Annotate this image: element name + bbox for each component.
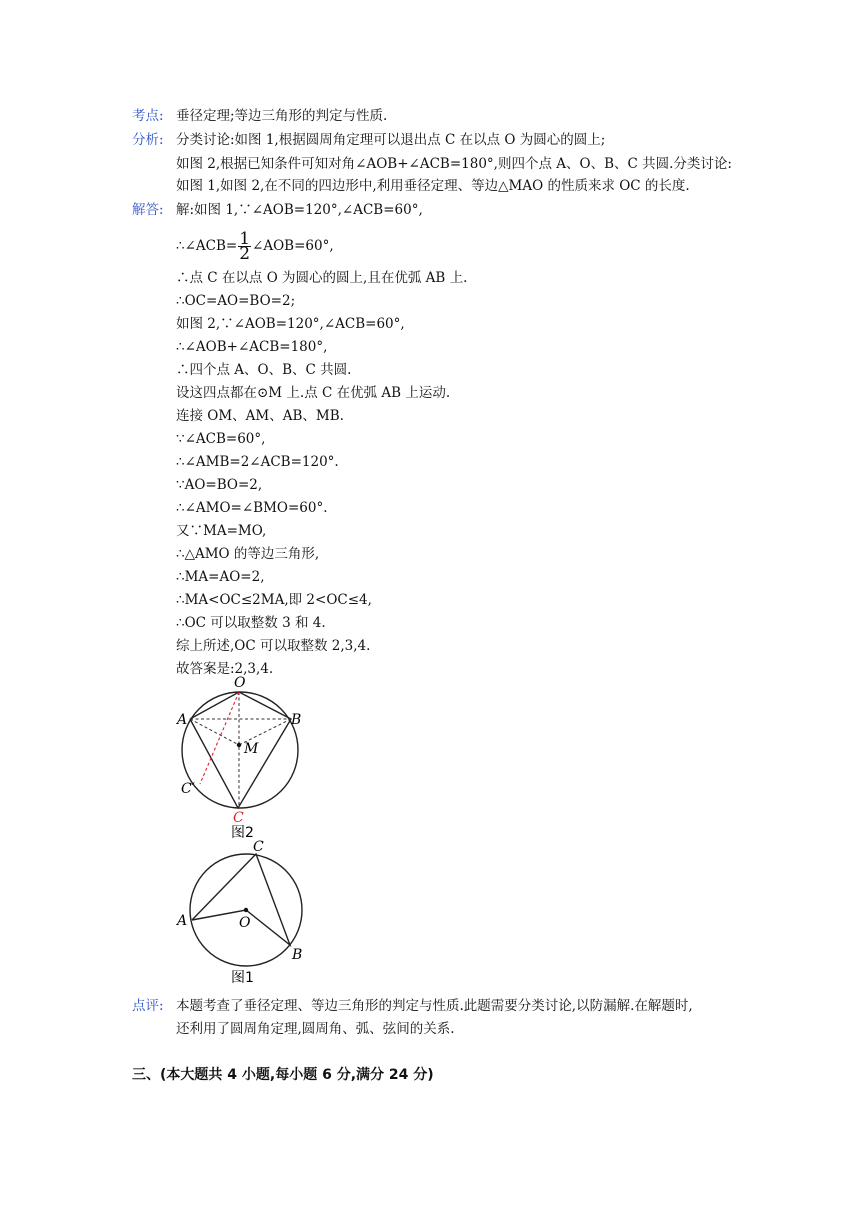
solution-label: 解答:: [132, 202, 164, 218]
fraction-prefix: ∴∠ACB=: [176, 238, 238, 254]
solution-line: ∵∠ACB=60°,: [176, 431, 266, 447]
solution-line: ∴∠AMB=2∠ACB=120°.: [176, 454, 339, 470]
comment-line: 本题考查了垂径定理、等边三角形的判定与性质.此题需要分类讨论,以防漏解.在解题时,: [176, 998, 693, 1014]
solution-line: 连接 OM、AM、AB、MB.: [176, 408, 344, 424]
label-b: B: [291, 712, 302, 728]
solution-line: ∴∠AMO=∠BMO=60°.: [176, 500, 328, 516]
solution-line: 故答案是:2,3,4.: [176, 661, 274, 677]
triangle-acb: [192, 854, 290, 945]
segment-oc-prime: [200, 692, 239, 784]
solution-line: ∴OC=AO=BO=2;: [176, 293, 296, 309]
point-o: [244, 908, 248, 912]
solution-line: ∴∠AOB+∠ACB=180°,: [176, 339, 328, 355]
comment-label: 点评:: [132, 998, 164, 1014]
label-c-prime: C′: [181, 781, 195, 797]
fraction-numerator: 1: [239, 229, 251, 249]
solution-line: ∴四个点 A、O、B、C 共圆.: [176, 362, 352, 378]
section-heading: 三、(本大题共 4 小题,每小题 6 分,满分 24 分): [132, 1067, 434, 1083]
kaodian-text: 垂径定理;等边三角形的判定与性质.: [176, 108, 388, 124]
fraction-denominator: 2: [239, 244, 251, 264]
point-m: [237, 743, 241, 747]
solution-line: 综上所述,OC 可以取整数 2,3,4.: [176, 638, 371, 654]
figure-1-caption: 图1: [231, 970, 254, 986]
figure-2: [170, 672, 310, 842]
solution-line: 设这四点都在⊙M 上.点 C 在优弧 AB 上运动.: [176, 385, 451, 401]
label-o: O: [234, 675, 246, 691]
comment-line: 还利用了圆周角定理,圆周角、弧、弦间的关系.: [176, 1021, 455, 1037]
figure-1: [170, 838, 310, 990]
solution-line: ∴MA=AO=2,: [176, 569, 265, 585]
solution-line: ∴OC 可以取整数 3 和 4.: [176, 615, 326, 631]
label-c: C: [233, 810, 244, 826]
label-b: B: [292, 947, 303, 963]
label-a: A: [177, 712, 188, 728]
figure-2-caption: 图2: [231, 825, 254, 841]
label-m: M: [244, 741, 259, 757]
fraction-half: [238, 229, 251, 264]
solution-line: 如图 2,∵∠AOB=120°,∠ACB=60°,: [176, 316, 405, 332]
fenxi-line: 如图 2,根据已知条件可知对角∠AOB+∠ACB=180°,则四个点 A、O、B、C 共圆.分类讨论:: [176, 156, 732, 172]
solution-line: 又∵MA=MO,: [176, 523, 267, 539]
solution-line: ∴△AMO 的等边三角形,: [176, 546, 320, 562]
solution-line: ∵AO=BO=2,: [176, 477, 263, 493]
fraction-suffix: ∠AOB=60°,: [252, 238, 334, 254]
solution-line: ∴点 C 在以点 O 为圆心的圆上,且在优弧 AB 上.: [176, 270, 468, 286]
circle-m: [182, 692, 298, 808]
fenxi-label: 分析:: [132, 132, 164, 148]
fenxi-line: 如图 1,如图 2,在不同的四边形中,利用垂径定理、等边△MAO 的性质来求 OC 的长度.: [176, 178, 690, 194]
solution-line: ∴MA<OC≤2MA,即 2<OC≤4,: [176, 592, 372, 608]
kaodian-label: 考点:: [132, 108, 164, 124]
fenxi-line: 分类讨论:如图 1,根据圆周角定理可以退出点 C 在以点 O 为圆心的圆上;: [176, 132, 606, 148]
label-c: C: [253, 839, 264, 855]
label-a: A: [177, 913, 188, 929]
label-o: O: [239, 915, 251, 931]
solution-line: 解:如图 1,∵∠AOB=120°,∠ACB=60°,: [176, 202, 423, 218]
quadrilateral-aobc: [190, 692, 291, 808]
